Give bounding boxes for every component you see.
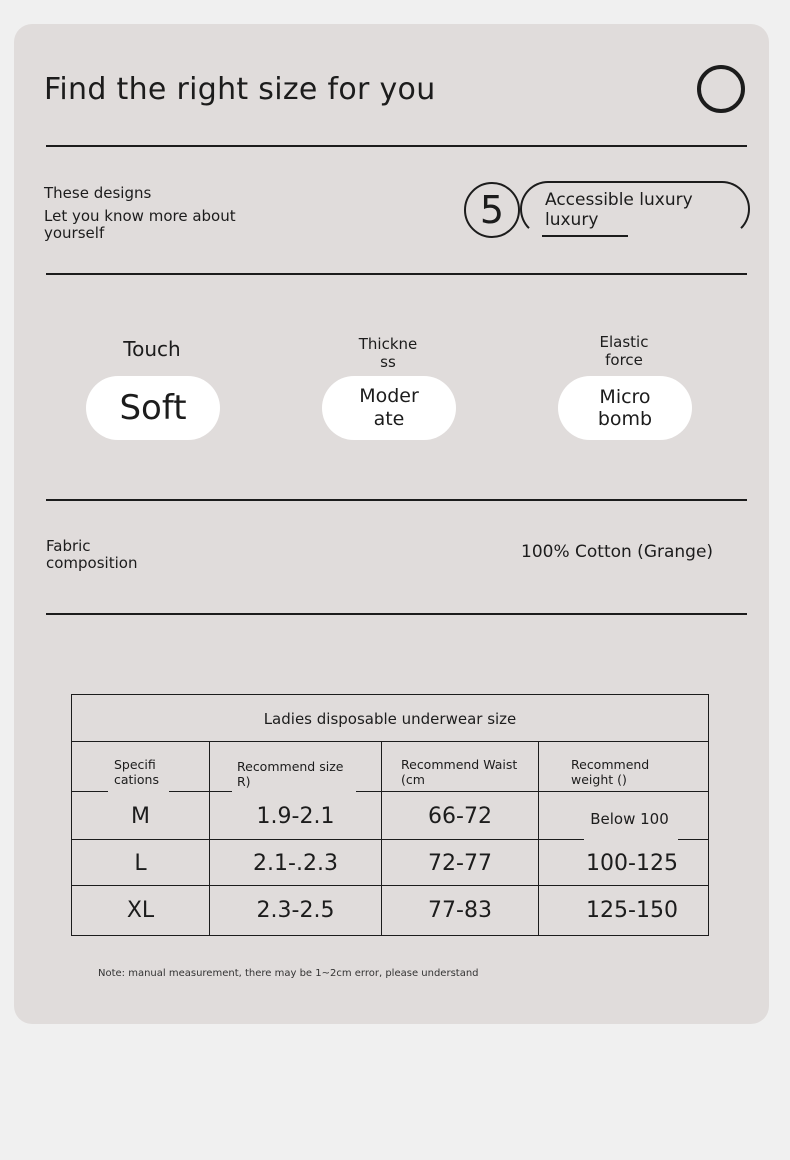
fabric-value: 100% Cotton (Grange) [521, 542, 714, 562]
pill-underline [542, 235, 628, 237]
size-guide-card [14, 24, 769, 1024]
table-cell: 77-83 [428, 898, 492, 923]
divider [46, 273, 747, 275]
table-cell: XL [126, 898, 155, 923]
table-line [356, 791, 708, 792]
table-cell: 2.1-.2.3 [253, 851, 338, 876]
size-table [71, 694, 709, 936]
attribute-label-thickness: Thickne ss [358, 335, 418, 371]
fabric-label: Fabric composition [46, 537, 138, 572]
designs-subtitle: Let you know more about yourself [44, 207, 236, 242]
table-header-weight: Recommend weight () [571, 757, 650, 787]
attribute-value-elastic: Micro bomb [558, 376, 692, 440]
table-header-waist: Recommend Waist (cm [401, 757, 518, 787]
divider [46, 613, 747, 615]
table-cell: 2.3-2.5 [256, 898, 335, 923]
page-title: Find the right size for you [44, 72, 436, 107]
table-cell: 66-72 [428, 804, 492, 829]
circle-outline-icon [697, 65, 745, 113]
table-cell: 72-77 [428, 851, 492, 876]
table-cell: Below 100 [590, 810, 669, 828]
table-header-size: Recommend size R) [237, 759, 344, 789]
table-cell: M [131, 804, 150, 829]
table-line [72, 885, 708, 886]
attribute-label-elastic: Elastic force [599, 333, 649, 369]
footnote: Note: manual measurement, there may be 1~2cm error, please understand [98, 968, 479, 979]
table-cell: 125-150 [586, 898, 678, 923]
divider [46, 499, 747, 501]
attribute-value-thickness: Moder ate [322, 376, 456, 440]
divider [46, 145, 747, 147]
attribute-label-touch: Touch [123, 337, 181, 361]
table-cell: 100-125 [586, 851, 678, 876]
table-title: Ladies disposable underwear size [263, 710, 517, 728]
attribute-value-touch: Soft [86, 376, 220, 440]
table-cell: L [134, 851, 147, 876]
table-line [72, 791, 108, 792]
number-badge: 5 [464, 182, 520, 238]
luxury-pill-text: Accessible luxury luxury [545, 190, 693, 230]
table-header-spec: Specifi cations [114, 757, 159, 787]
table-line [72, 741, 708, 742]
table-line [678, 839, 708, 840]
designs-title: These designs [44, 184, 152, 202]
table-line [169, 791, 232, 792]
table-line [538, 741, 539, 935]
table-line [72, 839, 584, 840]
table-cell: 1.9-2.1 [256, 804, 335, 829]
